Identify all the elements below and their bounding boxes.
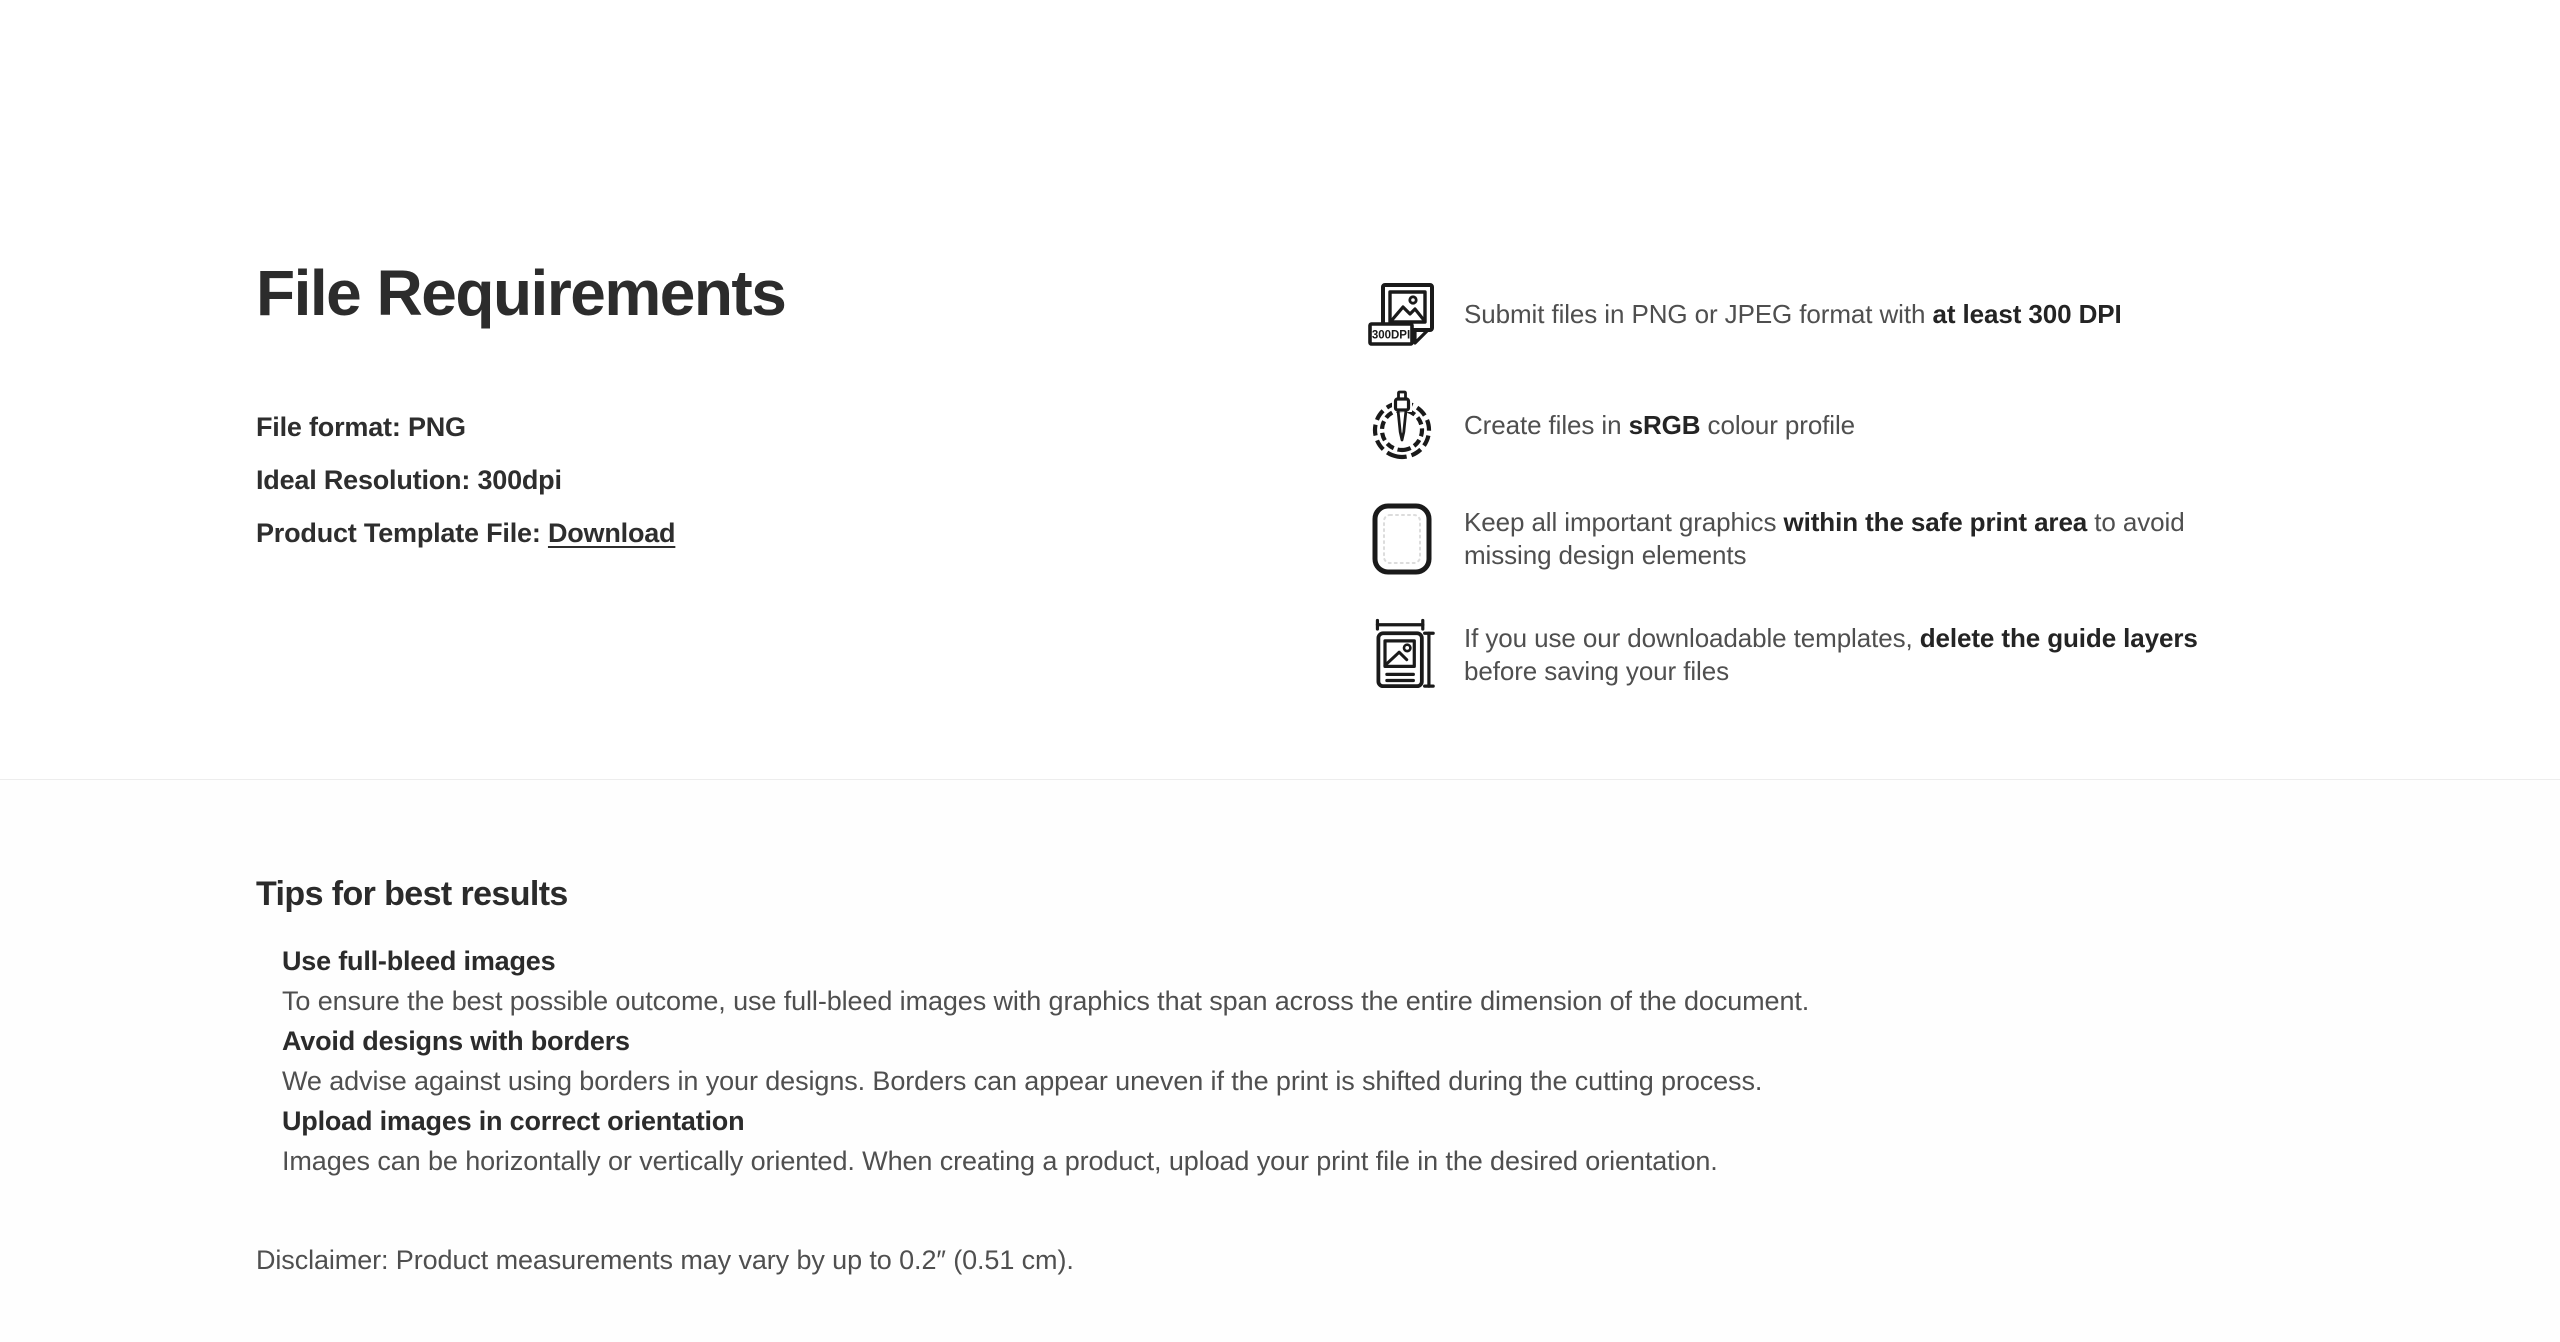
safe-print-area-icon <box>1368 502 1436 576</box>
spec-list <box>256 414 1368 547</box>
spec-ideal-resolution-value: 300dpi <box>477 465 562 496</box>
tip-body-orientation: Images can be horizontally or vertically oriented. When creating a product, upload your print file in the desired orientation. <box>282 1145 1718 1176</box>
tip-body-full-bleed: To ensure the best possible outcome, use full-bleed images with graphics that span across the entire dimension of the document. <box>282 985 1810 1016</box>
guideline-text-guide-layers <box>1464 622 2242 688</box>
spec-file-format-label: File format: <box>256 412 401 443</box>
guideline-layers-bold: delete the guide layers <box>1919 623 2198 653</box>
spec-product-template <box>256 520 1368 547</box>
image-300dpi-icon <box>1368 280 1436 348</box>
tips-title: Tips for best results <box>256 875 568 913</box>
spec-ideal-resolution <box>256 467 1368 494</box>
guideline-text-srgb <box>1464 409 1855 442</box>
tips-section <box>0 780 2560 1342</box>
guideline-safe-area-after: to avoid missing design elements <box>1464 507 2185 570</box>
download-template-link[interactable]: Download <box>547 518 676 549</box>
guideline-item-guide-layers <box>1368 616 2304 694</box>
guideline-text-safe-area <box>1464 506 2242 572</box>
spec-file-format-value: PNG <box>407 412 466 443</box>
spec-file-format <box>256 414 1368 441</box>
tip-heading-orientation: Upload images in correct orientation <box>282 1105 745 1136</box>
guideline-text-dpi <box>1464 298 2122 331</box>
srgb-eyedropper-icon <box>1368 388 1436 462</box>
template-guide-layers-icon <box>1368 616 1436 694</box>
guideline-item-dpi <box>1368 280 2304 348</box>
dpi-badge-label: 300DPI <box>1371 329 1411 342</box>
tip-item <box>282 1021 2304 1101</box>
guideline-srgb-after: colour profile <box>1700 409 1856 440</box>
spec-product-template-label: Product Template File: <box>256 518 541 549</box>
guideline-safe-area-before: Keep all important graphics <box>1464 507 1784 537</box>
guideline-srgb-before: Create files in <box>1464 409 1629 440</box>
tip-body-borders: We advise against using borders in your designs. Borders can appear uneven if the print is shifted during the cutting process. <box>282 1065 1763 1096</box>
tip-heading-borders: Avoid designs with borders <box>282 1025 630 1056</box>
guideline-layers-before: If you use our downloadable templates, <box>1464 623 1920 653</box>
guidelines-column <box>1368 258 2304 734</box>
guideline-safe-area-bold: within the safe print area <box>1783 507 2088 537</box>
guideline-srgb-bold: sRGB <box>1628 409 1701 440</box>
guideline-item-safe-area <box>1368 502 2304 576</box>
tips-list <box>282 941 2304 1181</box>
spec-ideal-resolution-label: Ideal Resolution: <box>256 465 471 496</box>
tip-item <box>282 941 2304 1021</box>
page-title: File Requirements <box>256 257 786 329</box>
guideline-layers-after: before saving your files <box>1464 656 1729 686</box>
tip-item <box>282 1101 2304 1181</box>
guideline-dpi-before: Submit files in PNG or JPEG format with <box>1464 298 1933 329</box>
disclaimer-text: Disclaimer: Product measurements may vary by up to 0.2″ (0.51 cm). <box>256 1244 1074 1275</box>
guideline-dpi-bold: at least 300 DPI <box>1932 298 2122 329</box>
tip-heading-full-bleed: Use full-bleed images <box>282 945 556 976</box>
requirements-summary-column <box>256 258 1368 573</box>
guideline-item-srgb <box>1368 388 2304 462</box>
